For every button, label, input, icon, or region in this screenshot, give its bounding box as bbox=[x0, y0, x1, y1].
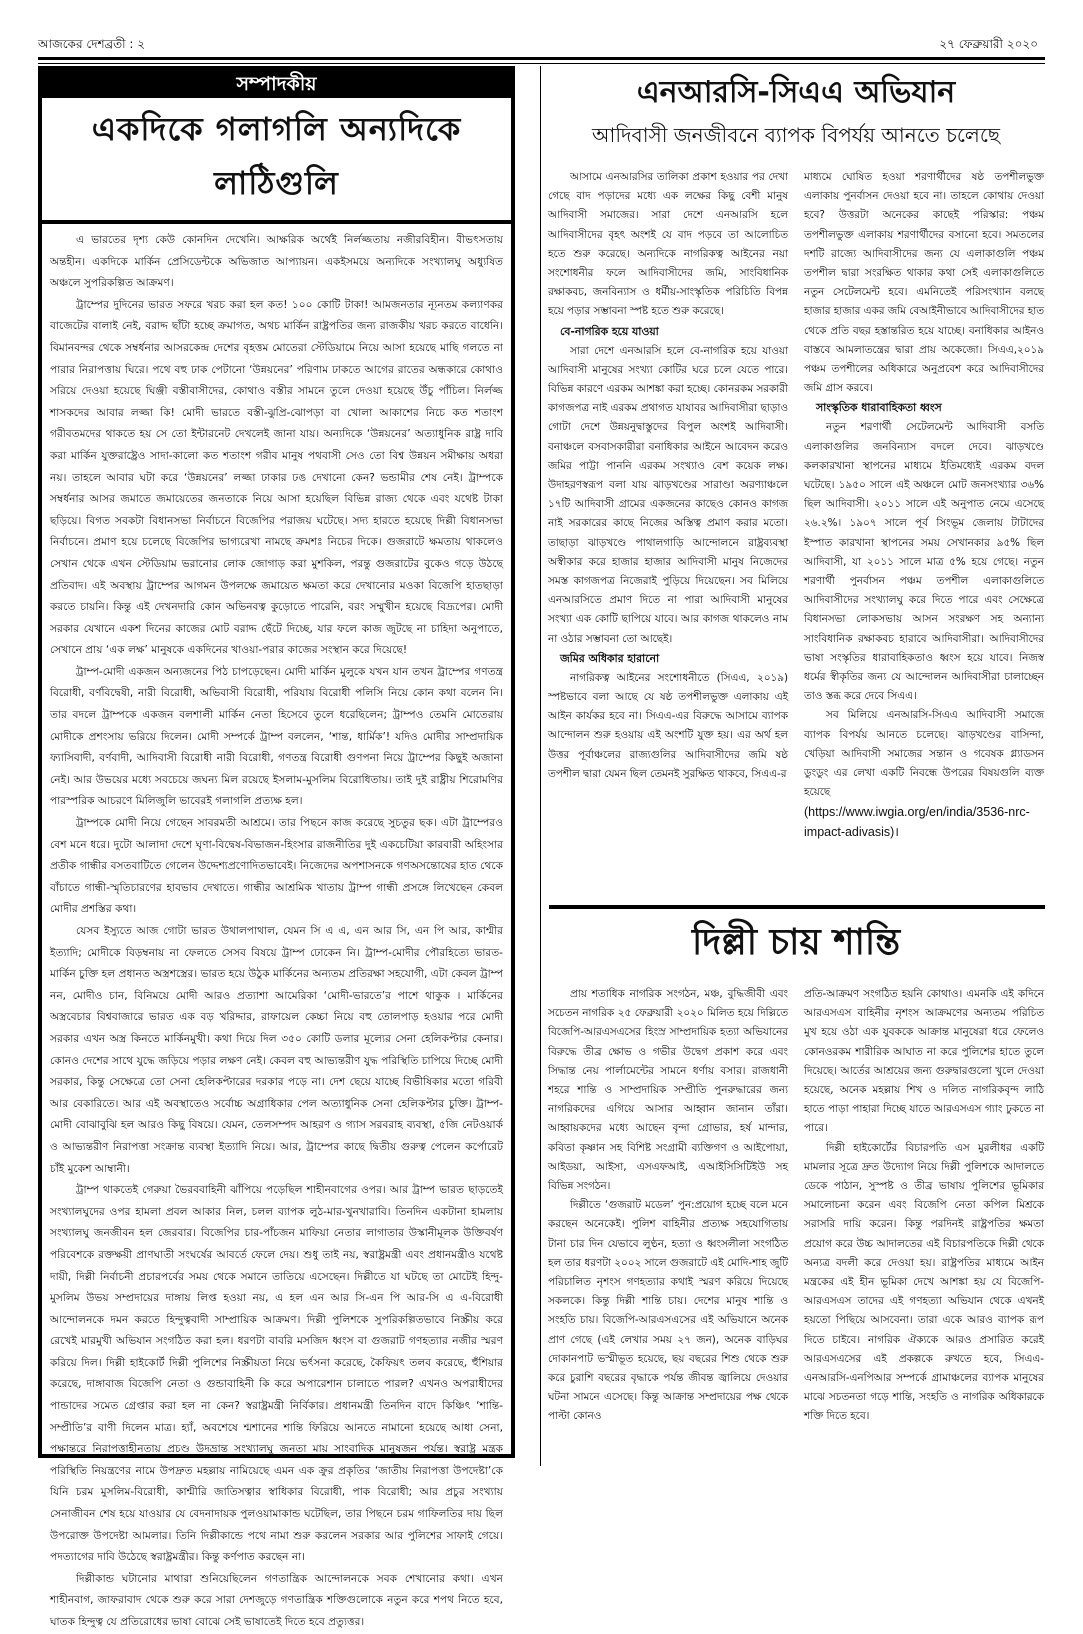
column-divider bbox=[540, 66, 541, 1466]
header-rule-thin bbox=[38, 63, 1045, 64]
article-subheading: সাংস্কৃতিক ধারাবাহিকতা ধ্বংস bbox=[816, 401, 942, 415]
page-header bbox=[38, 36, 1038, 56]
editorial-paragraph: দিল্লীকান্ড ঘটানোর মাথারা শুনিয়েছিলেন গণতান্ত্রিক আন্দোলনকে সবক শেখানোর কথা। এখন শাহীনবাগ, জাফরাবাদ থেকে শুরু করে সারা দেশজুড়ে গণতান্ত্রিক শক্তিগুলোকে নতুন করে শপথ নিতে হবে, ঘাতক হিন্দুত্ব যে প্রতিরোধের ভাষা বোঝে সেই ভাষাতেই দিতে হবে প্রত্যুত্তর। bbox=[50, 1572, 503, 1628]
article-paragraph: সারা দেশে এনআরসি হলে বে-নাগরিক হয়ে যাওয়া আদিবাসী মানুষের সংখ্যা কোটির ঘরে চলে যেতে পারে। বিভিন্ন কারণে এরকম আশঙ্কা করা হচ্ছে। কোনরকম সরকারী কাগজপত্র নাই এরকম প্রথাগত যাযাবর আদিবাসীরা ছাড়াও গোটা দেশে উন্নয়নুদ্বাস্তুদের বিপুল অংশই আদিবাসী। বনাঞ্চলে বসবাসকারীরা বনাধিকার আইনে আবেদন করেও জমির পাট্টা পাননি এরকম সংখ্যাও বেশ কয়েক লক্ষ। উদাহরণস্বরূপ বলা যায় ঝাড়খণ্ডের সারাণ্ডা অরণ্যাঞ্চলে ১৭টি আদিবাসী গ্রামের একজনের কাছেও কোনও কাগজ নাই সরকারের কাছে নিজের অস্তিত্ব প্রমাণ করার মতো। তাছাড়া ঝাড়খণ্ডে পাথালগাড়ি আন্দোলনে রাষ্ট্রব্যবস্থা অস্বীকার করে হাজার হাজার আদিবাসী মানুষ নিজেদের সমস্ত কাগজপত্র নিজেরাই পুড়িয়ে দিয়েছেন। সব মিলিয়ে এনআরসিতে প্রমাণ দিতে না পারা আদিবাসী মানুষের সংখ্যা এক কোটি ছাপিয়ে যাবে। আর কাগজ থাকলেও নাম না ওঠার সম্ভাবনা তো আছেই। bbox=[548, 344, 788, 645]
issue-date: ২৭ ফেব্রুয়ারী ২০২০ bbox=[939, 37, 1038, 51]
delhi-article bbox=[548, 915, 1044, 1427]
article-subheading: জমির অধিকার হারানো bbox=[560, 651, 660, 665]
editorial-paragraph: ট্রাম্পকে মোদী নিয়ে গেছেন সাবরমতী আশ্রমে। তার পিছনে কাজ করেছে সুচতুর ছক। এটা ট্রাম্পেরও বেশ মনে ধরে। দুটো আলাদা দেশে ঘৃণা-বিদ্বেষ-বিভাজন-হিংসার রাজনীতির দুই একচেটিয়া কারবারী অহিংসার প্রতীক গান্ধীর বসতবাটিতে গেলেন উদ্দেশ্যপ্রণোদিতভাবেই। নিজেদের অপশাসনকে গণঅসন্তোষের হাত থেকে বাঁচাতে গান্ধী-স্মৃতিচারণের হাবভাব দেখাতে। গান্ধীর আশ্রমিক খাতায় ট্রাম্প গান্ধী প্রসঙ্গে লিখেছেন কেবল মোদীর প্রশস্তির কথা। bbox=[50, 817, 503, 916]
editorial-headline: একদিকে গলাগলি অন্যদিকে লাঠিগুলি bbox=[42, 98, 511, 224]
editorial-paragraph: এ ভারতের দৃশ্য কেউ কোনদিন দেখেনি। আক্ষরিক অর্থেই নির্লজ্জতায় নজীরবিহীন। বীভৎসতায় অন্তহীন। একদিকে মার্কিন প্রেসিডেন্টকে অভিজাত আপ্যায়ন। একইসময়ে অন্যদিকে সংখ্যালঘু অধ্যুষিত অঞ্চলে সুপরিকল্পিত আক্রমণ। bbox=[50, 234, 503, 290]
editorial-paragraph: ট্রাম্প-মোদী একজন অন্যজনের পিঠ চাপড়েছেন। মোদী মার্কিন মুলুকে যখন যান তখন ট্রাম্পের গণতন্ত্র বিরোধী, বর্ণবিদ্বেষী, নারী বিরোধী, অভিবাসী বিরোধী, পরিযায় বিরোধী পলিসি নিয়ে কোন কথা বলেন নি। তার বদলে ট্রাম্পকে একজন বলশালী মার্কিন নেতা হিসেবে তুলে ধরেছিলেন; ট্রাম্পও তেমনি মোতেরায় মোদীকে প্রশংসায় ভরিয়ে দিলেন। মোদী সম্পর্কে ট্রাম্প বললেন, ‘শান্ত, ধার্মিক’! যদিও মোদীর সাম্প্রদায়িক ফ্যাসিবাদী, বর্ণবাদী, আদিবাসী বিরোধী নারী বিরোধী, গণতন্ত্র বিরোধী গুণপনা নিয়ে ট্রাম্পের কিছুই অজানা নেই। আর উভয়ের মধ্যে সবচেয়ে জঘন্য মিল রয়েছে ইসলাম-মুসলিম বিরোধিতায়। তাই দুই রাষ্ট্রীয় শিরোমণির পারস্পরিক আচরণে মিলিজুলি ভাবেরই গলাগলি প্রত্যক্ষ হল। bbox=[50, 665, 503, 808]
article-divider bbox=[549, 905, 1045, 909]
publication-name: আজকের দেশব্রতী : ২ bbox=[38, 37, 146, 51]
editorial-paragraph: যেসব ইস্যুতে আজ গোটা ভারত উথালপাথাল, যেমন সি এ এ, এন আর সি, এন পি আর, কাশ্মীর ইত্যাদি; মোদীকে বিড়ম্বনায় না ফেলতে সেসব বিষয়ে ট্রাম্প ঢোকেন নি। ট্রাম্প-মোদীর পৌরহিত্যে ভারত-মার্কিন চুক্তি হল প্রধানত অস্ত্রশস্ত্রের। ভারত হয়ে উঠুক মার্কিনের অন্যতম প্রতিরক্ষা সহযোগী, এটা কেবল ট্রাম্প নন, মোদীও চান, বিনিময়ে মোদী আরও প্রত্যাশা আমেরিকা ‘মোদী-ভারতে’র পাশে থাকুক । মার্কিনের অস্ত্রবেচার বিশ্ববাজারে ভারত এক বড় খরিদ্দার, রাফায়েল কেচ্চা নিয়ে বহু তোলপাড় হওয়ার পরে মোদী সরকার এখন অস্ত্র কিনতে মার্কিনমুখী। কথা দিয়ে দিল ৩৫০ কোটি ডলার মূল্যের সেনা হেলিকপ্টার কেনার। কোনও দেশের সাথে যুদ্ধে জড়িয়ে পড়ার লক্ষণ নেই। কেবল বহু আভ্যন্তরীণ যুদ্ধ পরিস্থিতি চাপিয়ে দিচ্ছে মোদী সরকার, কিন্তু সেক্ষেত্রে তো সেনা হেলিকপ্টারের দরকার পড়ে না। দেশ ছেয়ে যাচ্ছে বিভীষিকার মতো গরিবী আর বেকারিতে। আর এই অবস্থাতেও সর্বোচ্চ অগ্রাধিকার পেল অত্যাধুনিক সেনা হেলিকপ্টার চুক্তি। ট্রাম্প-মোদী বোঝাবুঝি হল আরও কিছু বিষয়ে। যেমন, তেলসম্পদ আহরণ ও গ্যাস সরবরাহ ব্যবস্থা, ৫জি নেটওয়ার্ক ও আভ্যন্তরীণ নিরাপত্তা সংক্রান্ত ব্যবস্থা ইত্যাদি নিয়ে। আর, ট্রাম্পের কাছে দ্বিতীয় গুরুত্ব পেলেন কর্পোরেট চাঁই মুকেশ আম্বানী। bbox=[50, 925, 503, 1175]
nrc-right-column bbox=[804, 168, 1044, 878]
article-paragraph: দিল্লীতে ‘গুজরাট মডেল’ পুন:প্রয়োগ হচ্ছে বলে মনে করছেন অনেকেই। পুলিশ বাহিনীর প্রত্যক্ষ সহযোগিতায় টানা চার দিন যেভাবে লুণ্ঠন, হত্যা ও ধ্বংসলীলা সংগঠিত হল তার ধরণটা ২০০২ সালে গুজরাটে এই মোদি-শাহ জুটি পরিচালিত নৃশংস গণহত্যার কথাই স্মরণ করিয়ে দিয়েছে সকলকে। কিন্তু দিল্লী শান্তি চায়। দেশের মানুষ শান্তি ও সংহতি চায়। বিজেপি-আরএসএসের এই অভিযানে অনেক প্রাণ গেছে (এই লেখার সময় ২৭ জন), অনেক বাড়িঘর দোকানপাট ভস্মীভূত হয়েছে, ছয় বছরের শিশু থেকে শুরু করে চুরাশি বছরের বৃদ্ধাকে পর্যন্ত জীবন্ত জ্বালিয়ে দেওয়ার ঘটনা সামনে এসেছে। কিন্তু আক্রান্ত সম্প্রদায়ের পক্ষ থেকে পাল্টা কোনও bbox=[548, 1199, 788, 1423]
editorial-box bbox=[38, 66, 515, 1628]
article-paragraph: নাগরিকত্ব আইনের সংশোধনীতে (সিএএ, ২০১৯) স্পষ্টভাবে বলা আছে যে ষষ্ঠ তপশীলভুক্ত এলাকায় এই আইন কার্যকর হবে না। সিএএ-এর বিরুদ্ধে আসামে ব্যাপক আন্দোলন শুরু হওয়ায় এই অংশটি যুক্ত হয়। এর অর্থ হল উত্তর পূর্বাঞ্চলের রাজ্যগুলির আদিবাসীদের জমি ষষ্ঠ তপশীল দ্বারা যেমন ছিল তেমনই সুরক্ষিত থাকবে, সিএএ-র bbox=[548, 671, 788, 780]
article-paragraph: আসামে এনআরসির তালিকা প্রকাশ হওয়ার পর দেখা গেছে বাদ পড়াদের মধ্যে এক লক্ষের কিছু বেশী মানুষ আদিবাসী সমাজের। সারা দেশে এনআরসি হলে আদিবাসীদের বৃহৎ অংশই যে বাদ পড়বে তা আলোচিত হতে শুরু করেছে। অন্যদিকে নাগরিকত্ব আইনের নয়া সংশোধনীর ফলে আদিবাসীদের জমি, সাংবিধানিক রক্ষাকবচ, জনবিন্যাস ও ধর্মীয়-সাংস্কৃতিক পরিচিতি বিপন্ন হয়ে পড়ার সম্ভাবনা স্পষ্ট হতে শুরু করেছে। bbox=[548, 171, 788, 318]
nrc-subheadline: আদিবাসী জনজীবনে ব্যাপক বিপর্যয় আনতে চলেছে bbox=[592, 123, 1000, 147]
delhi-right-column bbox=[804, 985, 1044, 1427]
article-paragraph: প্রায় শতাধিক নাগরিক সংগঠন, মঞ্চ, বুদ্ধিজীবী এবং সচেতন নাগরিক ২৫ ফেব্রুয়ারী ২০২০ মিলিত হয়ে দিল্লিতে বিজেপি-আরএসএসের হিংস্র সাম্প্রদায়িক হত্যা অভিযানের বিরুদ্ধে তীব্র ক্ষোভ ও গভীর উদ্বেগ প্রকাশ করে এবং সিদ্ধান্ত নেয় পার্লামেন্টের সামনে ধর্ণায় বসার। রাজধানী শহরে শান্তি ও সাম্প্রদায়িক সম্প্রীতি পুনরুদ্ধারের জন্য নাগরিকদের এগিয়ে আসার আহ্বান জানান তাঁরা। আহ্বায়কদের মধ্যে আছেন বৃন্দা গ্রোভার, হর্ষ মান্দার, কবিতা কৃষ্ণান সহ বিশিষ্ট সংগ্রামী ব্যক্তিগণ ও আইপোয়া, আইডয়া, আইসা, এসএফআই, এআইসিসিটিইউ সহ বিভিন্ন সংগঠন। bbox=[548, 988, 788, 1193]
editorial-body bbox=[42, 224, 511, 1634]
source-link[interactable]: (https://www.iwgia.org/en/india/3536-nrc-impact-adivasis)। bbox=[804, 804, 1030, 839]
article-subheading: বে-নাগরিক হয়ে যাওয়া bbox=[560, 324, 659, 338]
nrc-article bbox=[548, 66, 1044, 878]
nrc-headline: এনআরসি-সিএএ অভিযান bbox=[636, 75, 956, 110]
editorial-section-label: সম্পাদকীয় bbox=[42, 70, 511, 98]
editorial-paragraph: ট্রাম্পের দুদিনের ভারত সফরে খরচ করা হল কত! ১০০ কোটি টাকা! আমজনতার ন্যূনতম কল্যাণকর বাজেটের বালাই নেই, বরাদ্দ ছাঁটা হচ্ছে ক্রমাগত, অথচ মার্কিন রাষ্ট্রপতির জন্য রাজকীয় খরচ করতে বাধেনি। বিমানবন্দর থেকে সম্বর্ধনার আসরকেন্দ্র দেশের বৃহত্তম মোতেরা স্টেডিয়ামে নিয়ে আসা হয়েছে মাছি গলতে না পারার নিরাপত্তায় ঘিরে। পথে বহু ঢাক পেটানো ‘উন্নয়নের’ পরিণাম ঢাকতে আগের রাতের অন্ধকারে কোথাও সরিয়ে দেওয়া হয়েছে ঘিঞ্জী বস্তীবাসীদের, কোথাও বস্তীর সামনে তুলে দেওয়া হয়েছে উঁচু পাঁচিল। নির্লজ্জ শাসকদের আবার লজ্জা কি! মোদী ভারতে বস্তী-ঝুপ্রি-ঝোপড়া বা খোলা আকাশের নিচে কত শতাংশ গরীবতমদের থাকতে হয় সে তো ইন্টারনেট দেখলেই জানা যায়। অন্যদিকে ‘উন্নয়নের’ অত্যাধুনিক রাষ্ট্র দাবি করা মার্কিন যুক্তরাষ্ট্রেও সাদা-কালো কত শতাংশ গরীব মানুষ পথবাসী সেও তো বিশ্ব উন্নয়ন সমীক্ষায় অধরা নয়। তাহলে আবার ঘটা করে ‘উন্নয়নের’ লজ্জা ঢাকার ঢঙ দেখানো কেন? ভন্ডামীর শেষ নেই। ট্রাম্পকে সম্বর্ধনার আসর জমাতে জমায়েতের জনতাকে নিয়ে আসা হয়েছিল বিভিন্ন রাজ্য থেকে এবং যথেষ্ট টাকা ছড়িয়ে। বিগত সবকটা বিধানসভা নির্বাচনে বিজেপির পরাজয় ঘটেছে। সদ্য হারতে হয়েছে দিল্লী বিধানসভা নির্বাচনে। প্রমাণ হয়ে চলেছে বিজেপির ভাগ্যরেখা নামছে ক্রমশঃ নিচের দিকে। গুজরাটে ক্ষমতায় থাকলেও সেখান থেকে এখন স্টেডিয়াম ভরানোর লোক জোগাড় করা মুশকিল, পরন্তু গুজরাটের বুকেও গড়ে উঠছে প্রতিবাদ। এই অবস্থায় ট্রাম্পের আগমন উপলক্ষে জমায়েত ক্ষমতা করে দেখানোর মওকা বিজেপি হাতছাড়া করতে চায়নি। কিন্তু এই দেখনদারি কোন অভিনবত্ব কুড়োতে পারেনি, বরং সম্মুখীন হয়েছে বিদ্রূপের। মোদী সরকার যেখানে একশ দিনের কাজের মোট বরাদ্দ ছেঁটে দিচ্ছে, যার ফলে কাজ জুটছে না চাহিদা অনুপাতে, সেখানে প্রায় ‘এক লক্ষ’ মানুষকে একদিনের খাওয়া-পরার কাজের সংস্থান করে দিয়েছে! bbox=[50, 298, 503, 657]
article-paragraph: দিল্লী হাইকোর্টের বিচারপতি এস মুরলীধর একটি মামলার সূত্রে দ্রুত উদ্যোগ নিয়ে দিল্লী পুলিশকে আদালতে ডেকে পাঠান, সুস্পষ্ট ও তীব্র ভাষায় পুলিশের ভূমিকার সমালোচনা করেন এবং বিজেপি নেতা কপিল মিশ্রকে সরাসরি দায়ি করেন। কিন্তু পরদিনই রাষ্ট্রপতির ক্ষমতা প্রয়োগ করে উচ্চ আদালতের এই বিচারপতিকে দিল্লী থেকে অন্যত্র বদলী করে দেওয়া হয়। রাষ্ট্রপতির মাধ্যমে আইন মন্ত্রকের এই হীন ভূমিকা দেখে আশঙ্কা হয় যে বিজেপি-আরএসএস তাদের এই গণহত্যা অভিযান থেকে এখনই হয়তো পিছিয়ে আসবেনা। তারা একে আরও ব্যাপক রূপ দিতে চাইবে। নাগরিক ঐক্যকে আরও প্রসারিত করেই আরএসএসের এই প্রকল্পকে রুখতে হবে, সিএএ-এনআরসি-এনপিআর সম্পর্কে গ্রামাঞ্চলের ব্যাপক মানুষের মাঝে সচতনতা গড়ে শান্তি, সংহতি ও নাগরিক অধিকারকে শক্তি দিতে হবে। bbox=[804, 1141, 1044, 1423]
article-paragraph: প্রতি-আক্রমণ সংগঠিত হয়নি কোথাও। এমনকি এই কদিনে আরএসএস বাহিনীর নৃশংস আক্রমণের অন্যতম পরিচিত মুখ হয়ে ওঠা এক যুবককে আক্রান্ত মানুষেরা ধরে ফেলেও কোনওরকম শারীরিক আঘাত না করে পুলিশের হাতে তুলে দিয়েছে। আর্তের আশ্রয়ের জন্য গুরুদ্বারগুলো খুলে দেওয়া হয়েছে, অনেক মহল্লায় শিখ ও দলিত নাগরিকবৃন্দ লাঠি হাতে পাড়া পাহারা দিচ্ছে যাতে আরএসএস গ্যাং ঢুকতে না পারে। bbox=[804, 988, 1044, 1135]
editorial-paragraph: ট্রাম্প থাকতেই গেরুয়া ভৈরববাহিনী ঝাঁপিয়ে পড়েছিল শাহীনবাগের ওপর। আর ট্রাম্প ভারত ছাড়তেই সংখ্যালঘুদের ওপর হামলা প্রবল আকার নিল, চলল ব্যাপক লুঠ-মার-খুনখারাবি। তিনদিন একটানা হামলায় সংখ্যালঘু জনজীবন হল জেরবার। বিজেপির চার-পাঁচজন মাফিয়া নেতার লাগাতার উস্কানীমূলক উক্তিবর্ষণ পরিবেশকে রক্তক্ষয়ী প্রাণঘাতী সংঘর্ষের আবর্তে ফেলে দেয়। শুধু তাই নয়, স্বরাষ্ট্রমন্ত্রী এবং প্রধানমন্ত্রীও যথেষ্ট দায়ী, দিল্লী নির্বাচনী প্রচারপর্বের সময় থেকে সমানে তাতিয়ে এসেছেন। দিল্লীতে যা ঘটছে তা মোটেই হিন্দু-মুসলিম উভয় সম্প্রদায়ের দাঙ্গায় লিপ্ত হওয়া নয়, এ হল এন আর সি-এন পি আর-সি এ এ-বিরোধী আন্দোলনকে দমন করতে হিন্দুত্ববাদী সাম্প্রায়িক আক্রমণ। দিল্লী পুলিশকে সুপরিকল্পিতভাবে নিস্ক্রীয় করে রেখেই মারমুখী অভিযান সংগঠিত করা হল। ধরণটা বাবরি মসজিদ ধ্বংস বা গুজরাট গণহত্যার নজীর স্মরণ করিয়ে দিল। দিল্লী হাইকোর্ট দিল্লী পুলিশের নিস্ক্রীয়তা নিয়ে ভর্ৎসনা করেছে, কৈফিয়ৎ তলব করেছে, হুঁশিয়ার করেছে, দাঙ্গাবাজ বিজেপি নেতা ও গুন্ডাবাহিনী কি করে অপারেশান চালাতে পারল? এখনও অপরাধীদের পান্ডাদের সমেত গ্রেপ্তার করা হল না কেন? স্বরাষ্ট্রমন্ত্রী নির্বিকার। প্রধানমন্ত্রী তিনদিন বাদে কিঞ্চিৎ ‘শান্তি-সম্প্রীতি’র বাণী দিলেন মাত্র। হ্যাঁ, অবশেষে শ্মশানের শান্তি ফিরিয়ে আনতে নামানো হয়েছে আধা সেনা, পক্ষান্তরে নিরাপত্তাহীনতায় প্রচণ্ড উদভ্রান্ত সংখ্যালঘু জনতা মায় সাংবাদিক মানুষজন পর্যন্ত। স্বরাষ্ট্র মন্ত্রক পরিস্থিতি নিয়ন্ত্রণের নামে উপদ্রুত মহল্লায় নামিয়েছে এমন এক ক্রুর প্রকৃতির ‘জাতীয় নিরাপত্তা উপদেষ্টা’কে যিনি চরম মুসলিম-বিরোধী, কাশ্মীরি জাতিসত্বার স্বাধিকার বিরোধী, পাক বিরোধী; আর প্রচুর সংখ্যায় সেনাজীবন শেষ হয়ে যাওয়ার যে বেদনাদায়ক পুলওয়ামাকান্ড ঘটেছিল, তার পিছনে চরম গাফিলতির দায় ছিল উপরোক্ত উপদেষ্টা আমলার। তিনি দিল্লীকান্ডে পথে নামা শুরু করলেন সরকার আর পুলিশের সাফাই গেয়ে। পদত্যাগের দাবি উঠেছে স্বরাষ্ট্রমন্ত্রীর। কিন্তু কর্ণপাত করছেন না। bbox=[50, 1184, 503, 1564]
delhi-headline: দিল্লী চায় শান্তি bbox=[691, 922, 901, 963]
header-rule bbox=[38, 57, 1045, 60]
article-paragraph: নতুন শরণার্থী সেটেলমেন্ট আদিবাসী বসতি এলাকাগুলির জনবিন্যাস বদলে দেবে। ঝাড়খণ্ডে কলকারখানা স্থাপনের মাধ্যমে ইতিমধ্যেই এরকম বদল ঘটেছে। ১৯৫০ সালে এই অঞ্চলে মোট জনসংখ্যার ৩৬% ছিল আদিবাসী। ২০১১ সালে এই অনুপাত নেমে এসেছে ২৬.২%। ১৯০৭ সালে পূর্ব সিংভূম জেলায় টাটাদের ইস্পাত কারখানা স্থাপনের সময় সেখানকার ৯৫% ছিল আদিবাসী, যা ২০১১ সালে মাত্র ৫% হয়ে গেছে। নতুন শরণার্থী পুনর্বাসন পঞ্চম তপশীল এলাকাগুলিতে আদিবাসীদের সংখ্যালঘু করে দিতে পারে এবং সেক্ষেত্রে বিধানসভা লোকসভায় আসন সংরক্ষণ সহ অন্যান্য সাংবিধানিক রক্ষাকবচ হারাবে আদিবাসীরা। আদিবাসীদের ভাষা সংস্কৃতির ধারাবাহিকতাও ধ্বংস হয়ে যাবে। নিজস্ব ধর্মের স্বীকৃতির জন্য যে আন্দোলন আদিবাসীরা চালাচ্ছেন তাও স্তব্ধ করে দেবে সিএএ। bbox=[804, 421, 1044, 703]
nrc-left-column bbox=[548, 168, 788, 878]
delhi-left-column bbox=[548, 985, 788, 1427]
article-paragraph: মাধ্যমে ঘোষিত হওয়া শরণার্থীদের ষষ্ঠ তপশীলভুক্ত এলাকায় পুনর্বাসন দেওয়া হবে না। তাহলে কোথায় দেওয়া হবে? উত্তরটা অনেকের কাছেই পরিস্কার: পঞ্চম তপশীলভুক্ত এলাকায় শরণার্থীদের বসানো হবে। সমতলের দশটি রাজ্যে আদিবাসীদের জন্য যে এলাকাগুলি পঞ্চম তপশীল দ্বারা সংরক্ষিত থাকার কথা সেই এলাকাগুলিতে নতুন সেটেলমেন্ট হবে। এমনিতেই পরিসংখ্যান বলছে হাজার হাজার একর জমি বেআইনীভাবে আদিবাসীদের হাত থেকে প্রতি বছর হস্তান্তরিত হয়ে যাচ্ছে। বনাধিকার আইনও বাস্তবে আমলাতন্ত্রের দ্বারা প্রায় অকেজো। সিএএ,২০১৯ পঞ্চম তপশীলের অধিকারে অনুপ্রবেশ করে আদিবাসীদের জমি গ্রাস করবে। bbox=[804, 171, 1044, 395]
article-paragraph: সব মিলিয়ে এনআরসি-সিএএ আদিবাসী সমাজে ব্যাপক বিপর্যয় আনতে চলেছে। ঝাড়খণ্ডের বাসিন্দা, খেড়িয়া আদিবাসী সমাজের সন্তান ও গবেষক গ্ল্যাডসন ডুংডুং এর লেখা একটি নিবন্ধে উপরের বিষয়গুলি ব্যক্ত হয়েছে bbox=[804, 709, 1044, 799]
